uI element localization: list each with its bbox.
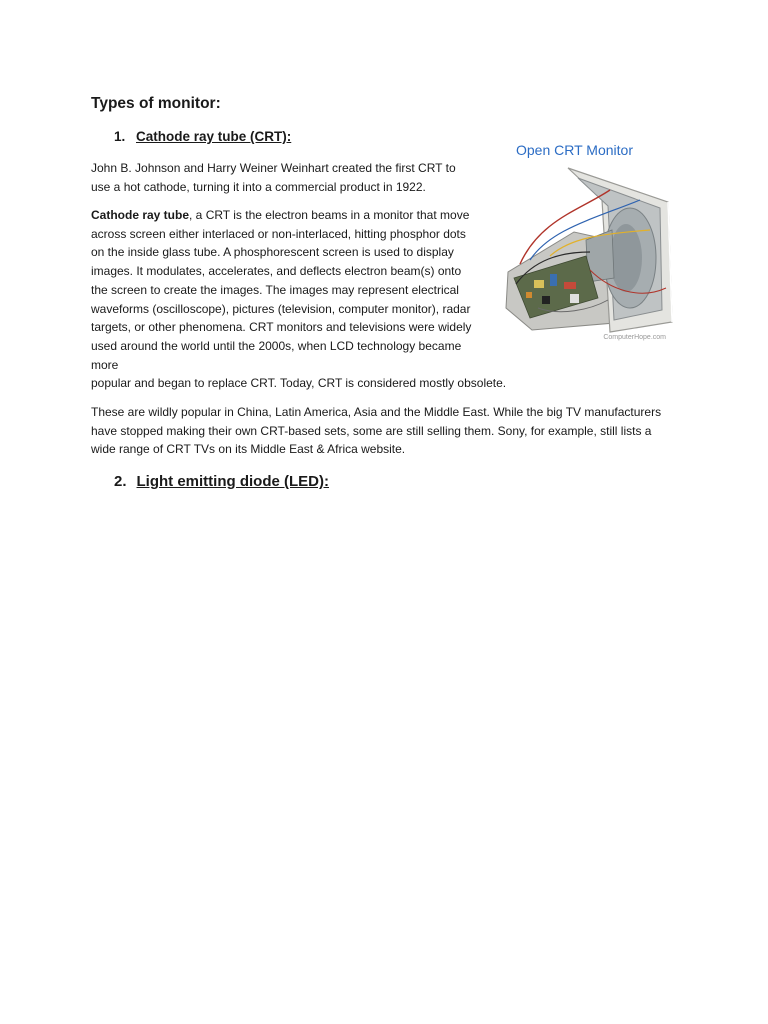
figure-title: Open CRT Monitor [516,142,633,158]
crt-monitor-illustration-icon [490,160,680,335]
section-number: 1. [114,129,126,144]
crt-definition-tail: popular and began to replace CRT. Today, CRT is considered mostly obsolete. [91,376,507,391]
figure-credit: ComputerHope.com [603,334,666,341]
section-title: Light emitting diode (LED): [136,473,329,490]
crt-term: Cathode ray tube [91,208,190,222]
crt-definition-paragraph [91,206,507,393]
crt-monitor-figure [490,130,680,355]
crt-history-paragraph: John B. Johnson and Harry Weiner Weinhart created the first CRT to use a hot cathode, turning it into a commercial product in 1922. [91,161,456,194]
section-heading-crt [114,129,291,144]
section-number: 2. [114,473,127,490]
page-heading: Types of monitor: [91,95,221,112]
crt-definition-text: , a CRT is the electron beams in a monitor that move across screen either interlaced or non-interlaced, hitting phosphor dots on the inside glass tube. A phosphorescent screen is used to display images. It modulates, accelerates, and deflects electron beam(s) onto the screen to create the images. The images may represent electrical waveforms (oscilloscope), pictures (television, computer monitor), radar targets, or other phenomena. CRT monitors and televisions were widely used around the world until the 2000s, when LCD technology became more [91,208,472,372]
section-heading-led [114,473,329,490]
section-title: Cathode ray tube (CRT): [136,129,292,144]
crt-popularity-paragraph: These are wildly popular in China, Latin America, Asia and the Middle East. While the big TV manufacturers have stopped making their own CRT-based sets, some are still selling them. Sony, for example, still lists a wide range of CRT TVs on its Middle East & Africa website. [91,405,662,457]
